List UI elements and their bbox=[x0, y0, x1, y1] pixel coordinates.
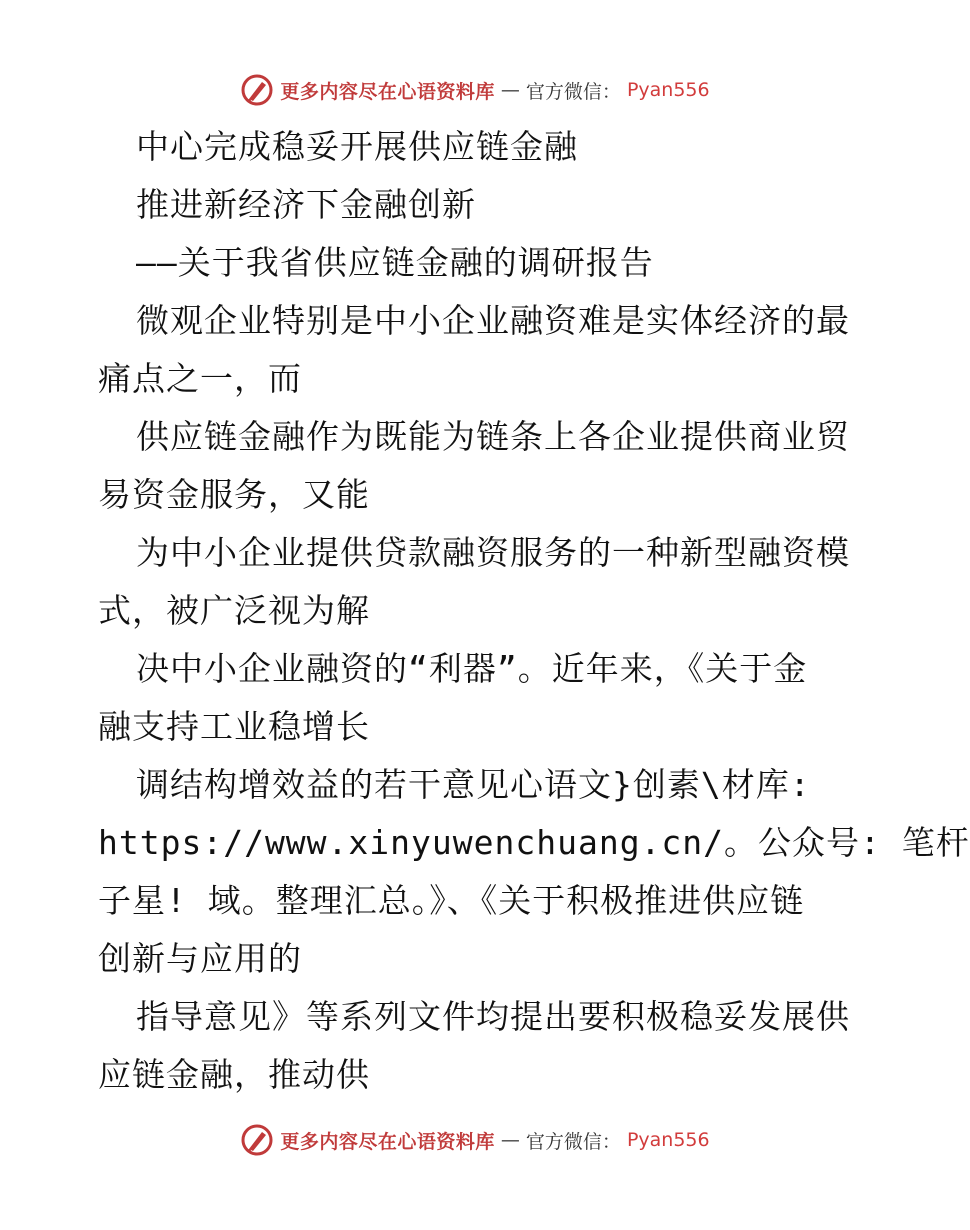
paragraph-line: 为中小企业提供贷款融资服务的一种新型融资模 bbox=[136, 533, 850, 572]
watermark-wechat-label: 官方微信： bbox=[525, 1130, 621, 1153]
paragraph-line: 子星! 域。整理汇总。》、《关于积极推进供应链 bbox=[98, 881, 805, 920]
watermark-wechat-id: Pyan556 bbox=[626, 79, 710, 101]
paragraph-line: 创新与应用的 bbox=[98, 939, 302, 978]
paragraph-line: 微观企业特别是中小企业融资难是实体经济的最 bbox=[136, 301, 850, 340]
subtitle-line: ——关于我省供应链金融的调研报告 bbox=[136, 243, 654, 282]
watermark-brand: 更多内容尽在心语资料库 bbox=[280, 80, 495, 103]
paragraph-line: 痛点之一，而 bbox=[98, 359, 302, 398]
watermark-wechat-label: 官方微信： bbox=[525, 80, 621, 103]
paragraph-line: 供应链金融作为既能为链条上各企业提供商业贸 bbox=[136, 417, 850, 456]
paragraph-line: 易资金服务，又能 bbox=[98, 475, 370, 514]
header-watermark bbox=[0, 72, 950, 108]
title-line-1: 中心完成稳妥开展供应链金融 bbox=[136, 127, 578, 166]
paragraph-line: 决中小企业融资的“利器”。近年来，《关于金 bbox=[136, 649, 808, 688]
quill-pen-logo-icon bbox=[240, 73, 274, 107]
watermark-brand: 更多内容尽在心语资料库 bbox=[280, 1130, 495, 1153]
footer-watermark bbox=[0, 1122, 950, 1158]
watermark-dash: — bbox=[500, 1129, 520, 1151]
watermark-dash: — bbox=[500, 79, 520, 101]
paragraph-line: 调结构增效益的若干意见心语文}创素\材库: bbox=[136, 765, 811, 804]
title-line-2: 推进新经济下金融创新 bbox=[136, 185, 476, 224]
paragraph-line-url: https://www.xinyuwenchuang.cn/。公众号: 笔杆 bbox=[98, 823, 970, 862]
paragraph-line: 应链金融，推动供 bbox=[98, 1055, 370, 1094]
paragraph-line: 指导意见》等系列文件均提出要积极稳妥发展供 bbox=[136, 997, 850, 1036]
paragraph-line: 融支持工业稳增长 bbox=[98, 707, 370, 746]
quill-pen-logo-icon bbox=[240, 1123, 274, 1157]
watermark-wechat-id: Pyan556 bbox=[626, 1129, 710, 1151]
paragraph-line: 式，被广泛视为解 bbox=[98, 591, 370, 630]
